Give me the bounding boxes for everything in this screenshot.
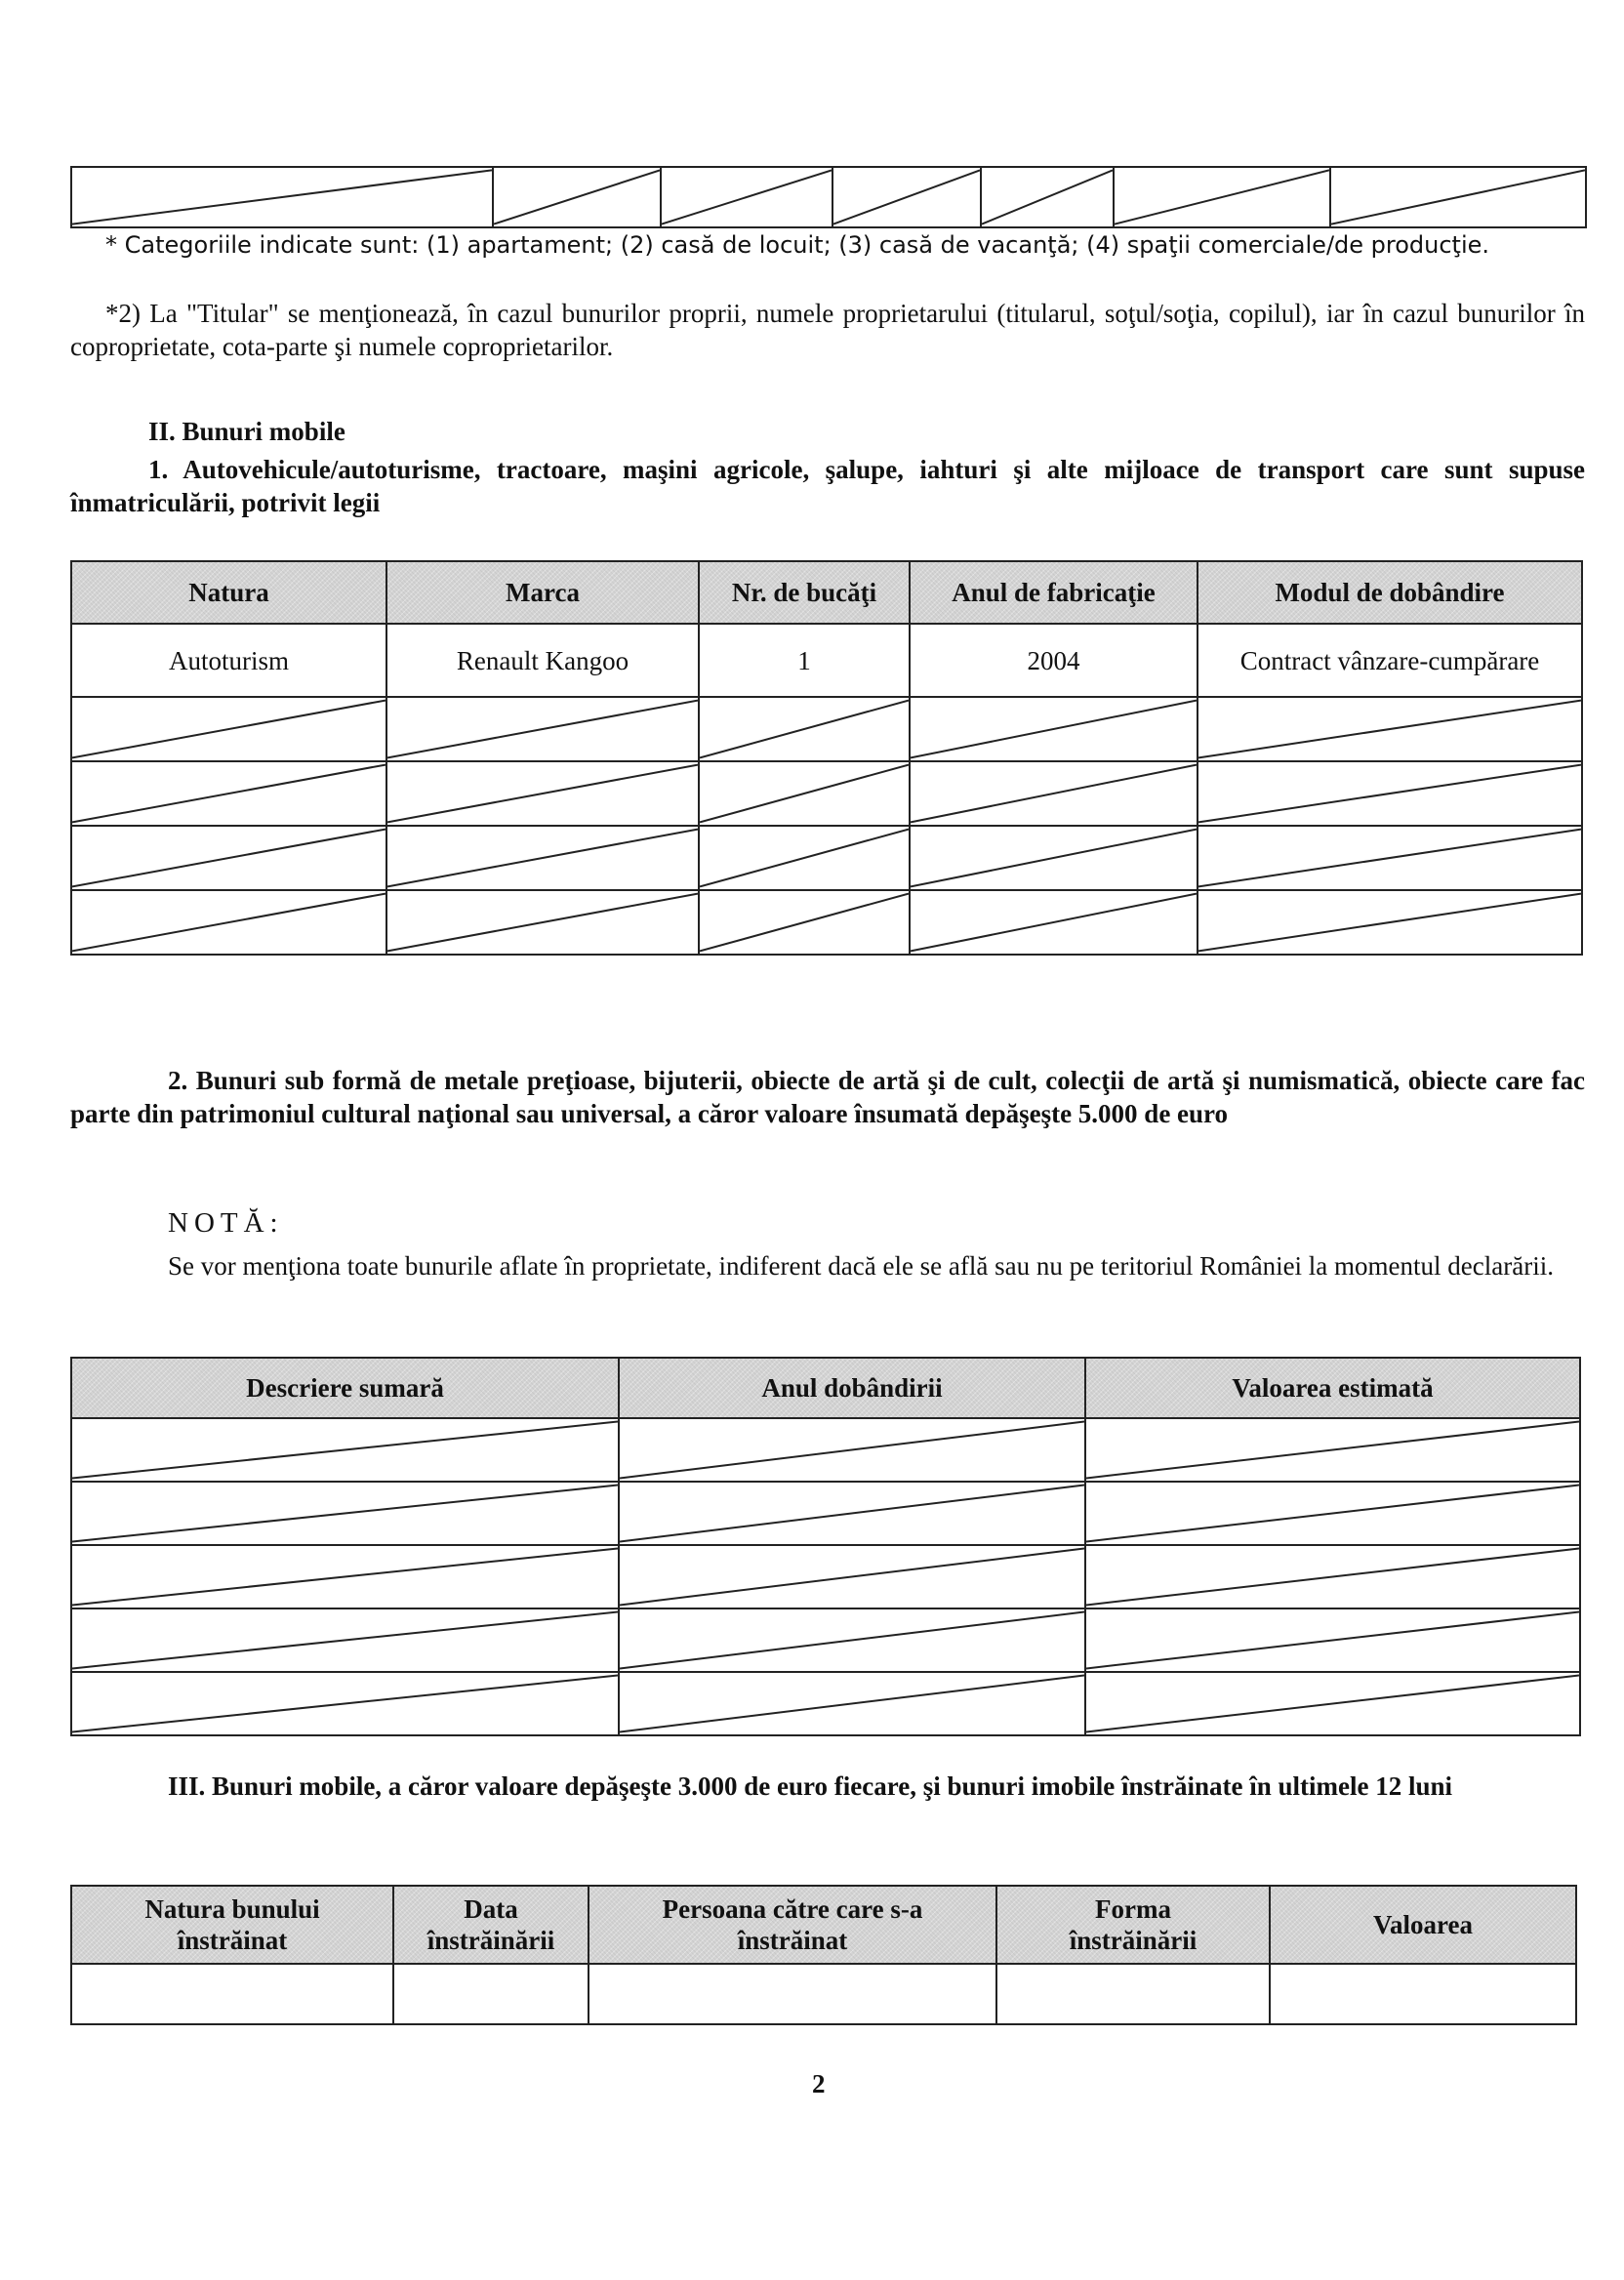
empty-cell — [1330, 167, 1586, 227]
empty-cell — [71, 1608, 619, 1672]
cell-nr-bucati: 1 — [699, 624, 910, 697]
empty-cell — [1198, 826, 1582, 890]
column-header: Descriere sumară — [71, 1358, 619, 1418]
column-header: Nr. de bucăţi — [699, 561, 910, 624]
empty-cell — [71, 697, 386, 761]
empty-cell — [1085, 1672, 1580, 1735]
column-header: Anul dobândirii — [619, 1358, 1085, 1418]
table-row — [71, 826, 1582, 890]
section-2-1-heading: 1. Autovehicule/autoturisme, tractoare, maşini agricole, şalupe, iahturi şi alte mijloace de transport care sunt supuse înmatriculării, potrivit legii — [70, 455, 1585, 517]
column-header: Forma înstrăinării — [996, 1886, 1270, 1964]
vehicles-table — [70, 560, 1583, 956]
section-2-title: II. Bunuri mobile — [148, 417, 345, 446]
empty-cell — [1114, 167, 1330, 227]
section-2-2-heading: 2. Bunuri sub formă de metale preţioase, bijuterii, obiecte de artă şi de cult, colecţii de artă şi numismatică, obiecte care fac parte din patrimoniul cultural naţional sau universal, a căror valoare însumată depăşeşte 5.000 de euro — [70, 1066, 1585, 1128]
empty-cell — [910, 761, 1198, 826]
empty-cell — [589, 1964, 996, 2024]
empty-cell — [910, 826, 1198, 890]
empty-cell — [832, 167, 981, 227]
empty-cell — [71, 1418, 619, 1482]
column-header: Natura — [71, 561, 386, 624]
empty-cell — [493, 167, 661, 227]
footnote-titular: *2) La "Titular" se menţionează, în cazul bunurilor proprii, numele proprietarului (titularul, soţul/soţia, copilul), iar în cazul bunurilor în coproprietate, cota-parte şi numele coproprietarilor. — [70, 299, 1585, 361]
cell-natura: Autoturism — [71, 624, 386, 697]
empty-cell — [699, 697, 910, 761]
column-header: Valoarea — [1270, 1886, 1576, 1964]
table-row — [71, 1545, 1580, 1608]
column-header: Valoarea estimată — [1085, 1358, 1580, 1418]
empty-cell — [1085, 1545, 1580, 1608]
alienated-assets-table — [70, 1885, 1577, 2025]
table-row — [71, 1418, 1580, 1482]
column-header: Marca — [386, 561, 699, 624]
footnote-categories: * Categoriile indicate sunt: (1) apartament; (2) casă de locuit; (3) casă de vacanţă; (4) spaţii comerciale/de producţie. — [105, 231, 1490, 259]
empty-cell — [619, 1608, 1085, 1672]
table-row — [71, 1482, 1580, 1545]
column-header: Natura bunului înstrăinat — [71, 1886, 393, 1964]
table-row — [71, 1672, 1580, 1735]
empty-cell — [1270, 1964, 1576, 2024]
empty-cell — [393, 1964, 589, 2024]
empty-cell — [71, 1482, 619, 1545]
empty-cell — [1085, 1418, 1580, 1482]
page-number: 2 — [812, 2069, 826, 2098]
table-row — [71, 1608, 1580, 1672]
empty-cell — [71, 1672, 619, 1735]
cell-an-fabricatie: 2004 — [910, 624, 1198, 697]
nota-text: Se vor menţiona toate bunurile aflate în proprietate, indiferent dacă ele se află sau nu pe teritoriul României la momentul declarării. — [168, 1251, 1554, 1281]
cell-mod-dobandire: Contract vânzare-cumpărare — [1198, 624, 1582, 697]
column-header: Anul de fabricaţie — [910, 561, 1198, 624]
empty-cell — [1085, 1482, 1580, 1545]
empty-cell — [619, 1482, 1085, 1545]
empty-cell — [619, 1545, 1085, 1608]
empty-cell — [71, 761, 386, 826]
empty-cell — [71, 1545, 619, 1608]
nota-label: NOTĂ: — [168, 1207, 284, 1239]
empty-cell — [699, 761, 910, 826]
empty-cell — [619, 1672, 1085, 1735]
empty-cell — [661, 167, 832, 227]
empty-cell — [699, 826, 910, 890]
empty-cell — [1198, 697, 1582, 761]
empty-cell — [1198, 890, 1582, 955]
empty-cell — [71, 1964, 393, 2024]
empty-cell — [1085, 1608, 1580, 1672]
empty-cell — [910, 890, 1198, 955]
table-row — [71, 697, 1582, 761]
empty-cell — [386, 761, 699, 826]
valuables-table — [70, 1357, 1581, 1736]
empty-cell — [71, 890, 386, 955]
column-header: Persoana către care s-a înstrăinat — [589, 1886, 996, 1964]
table-row — [71, 890, 1582, 955]
column-header: Data înstrăinării — [393, 1886, 589, 1964]
empty-cell — [699, 890, 910, 955]
table-row — [71, 624, 1582, 697]
table-row — [71, 1964, 1576, 2024]
empty-cell — [981, 167, 1114, 227]
empty-cell — [71, 167, 493, 227]
table-row — [71, 761, 1582, 826]
empty-cell — [386, 697, 699, 761]
column-header: Modul de dobândire — [1198, 561, 1582, 624]
empty-cell — [386, 826, 699, 890]
carryover-table — [70, 166, 1587, 228]
cell-marca: Renault Kangoo — [386, 624, 699, 697]
section-3-heading: III. Bunuri mobile, a căror valoare depăşeşte 3.000 de euro fiecare, şi bunuri imobile înstrăinate în ultimele 12 luni — [168, 1771, 1453, 1801]
empty-cell — [619, 1418, 1085, 1482]
empty-cell — [996, 1964, 1270, 2024]
empty-cell — [386, 890, 699, 955]
empty-cell — [1198, 761, 1582, 826]
empty-cell — [910, 697, 1198, 761]
empty-cell — [71, 826, 386, 890]
